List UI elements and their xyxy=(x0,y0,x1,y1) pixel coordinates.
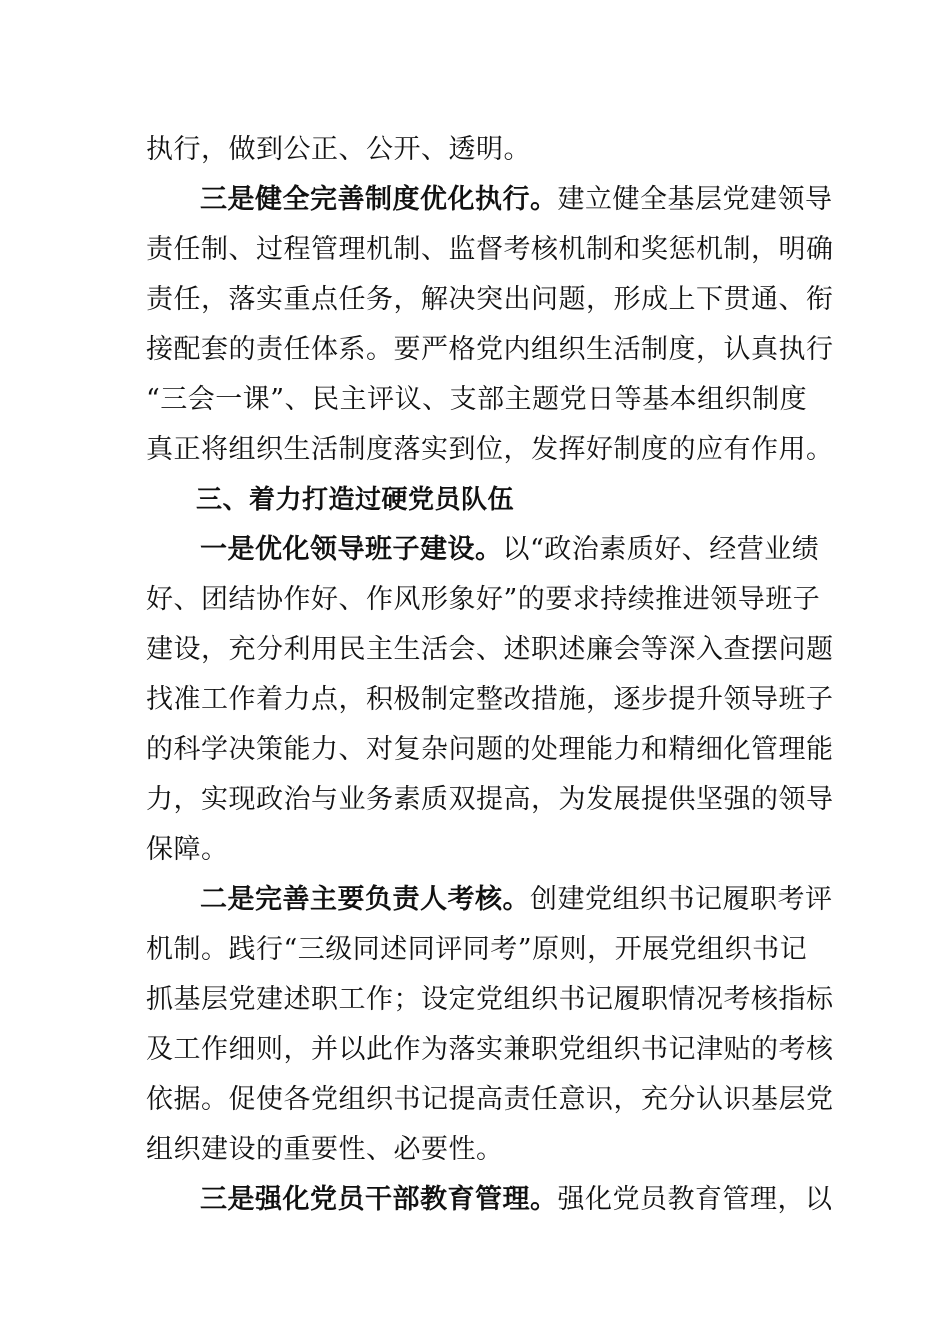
text-line: 机制。践行“三级同述同评同考”原则，开展党组织书记 xyxy=(146,934,808,965)
text-line: 责任制、过程管理机制、监督考核机制和奖惩机制，明确 xyxy=(146,234,834,265)
text-line: 建设，充分利用民主生活会、述职述廉会等深入查摆问题 xyxy=(146,634,834,665)
text-line: 依据。促使各党组织书记提高责任意识，充分认识基层党 xyxy=(146,1084,834,1115)
text-line: 真正将组织生活制度落实到位，发挥好制度的应有作用。 xyxy=(146,434,834,465)
text-run: 以“政治素质好、经营业绩 xyxy=(502,534,820,565)
text-run: 创建党组织书记履职考评 xyxy=(530,884,833,915)
paragraph-first-line xyxy=(200,1183,833,1217)
text-line: 的科学决策能力、对复杂问题的处理能力和精细化管理能 xyxy=(146,734,834,765)
text-line: 力，实现政治与业务素质双提高，为发展提供坚强的领导 xyxy=(146,784,834,815)
paragraph-first-line xyxy=(200,183,833,217)
text-line: 接配套的责任体系。要严格党内组织生活制度，认真执行 xyxy=(146,334,834,365)
text-line: 责任，落实重点任务，解决突出问题，形成上下贯通、衔 xyxy=(146,284,834,315)
paragraph-lead: 一是优化领导班子建设。 xyxy=(200,534,503,565)
paragraph-first-line xyxy=(200,883,833,917)
text-line: 执行，做到公正、公开、透明。 xyxy=(146,134,531,165)
paragraph-lead: 三是强化党员干部教育管理。 xyxy=(200,1184,558,1215)
text-line: 抓基层党建述职工作；设定党组织书记履职情况考核指标 xyxy=(146,984,834,1015)
paragraph-first-line xyxy=(200,533,820,567)
text-line: 及工作细则，并以此作为落实兼职党组织书记津贴的考核 xyxy=(146,1034,834,1065)
section-heading: 三、着力打造过硬党员队伍 xyxy=(196,485,515,515)
text-line: 找准工作着力点，积极制定整改措施，逐步提升领导班子 xyxy=(146,684,834,715)
text-line: 保障。 xyxy=(146,834,229,865)
paragraph-lead: 三是健全完善制度优化执行。 xyxy=(200,184,558,215)
text-line: “三会一课”、民主评议、支部主题党日等基本组织制度 xyxy=(146,384,808,415)
text-run: 强化党员教育管理，以 xyxy=(557,1184,833,1215)
paragraph-lead: 二是完善主要负责人考核。 xyxy=(200,884,530,915)
text-run: 建立健全基层党建领导 xyxy=(557,184,833,215)
text-line: 组织建设的重要性、必要性。 xyxy=(146,1134,504,1165)
text-line: 好、团结协作好、作风形象好”的要求持续推进领导班子 xyxy=(146,584,821,615)
